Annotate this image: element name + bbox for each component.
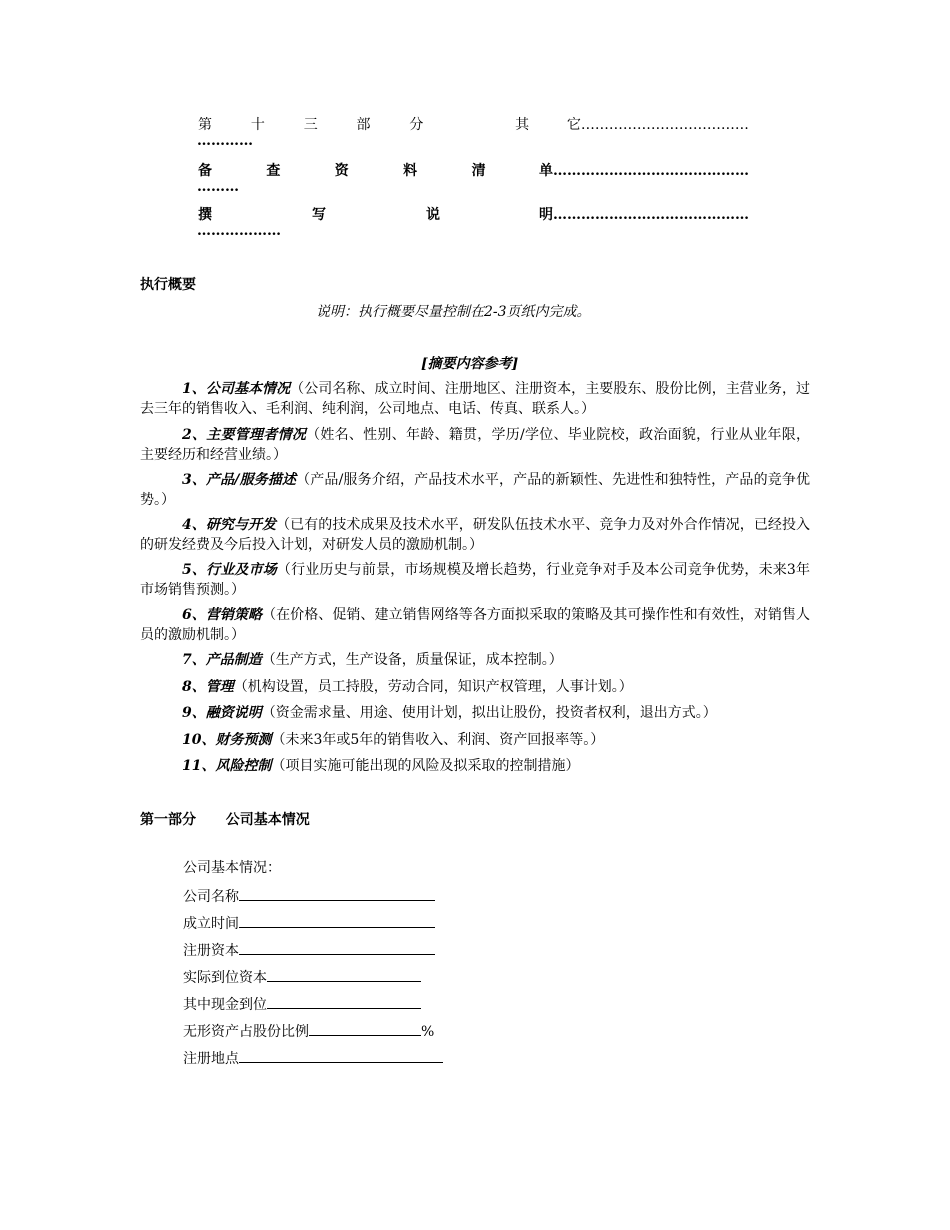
- form-field-registered-capital: [183, 939, 435, 961]
- toc-char: 资: [334, 163, 349, 179]
- toc-char: 撰: [198, 207, 212, 223]
- field-blank[interactable]: [239, 912, 435, 928]
- toc-char: 单: [538, 163, 553, 179]
- toc-entry-part13[interactable]: [197, 114, 749, 152]
- form-field-intangible-ratio: [183, 1020, 434, 1042]
- toc-char: 它: [566, 117, 581, 133]
- summary-item: [140, 470, 810, 510]
- part1-heading-num: 第一部分: [140, 812, 196, 828]
- summary-item-label: 2、主要管理者情况: [182, 427, 307, 443]
- field-label: 成立时间: [183, 916, 239, 932]
- toc-char: 第: [198, 117, 212, 133]
- summary-item-label: 9、融资说明: [182, 705, 262, 721]
- form-field-founded: [183, 912, 435, 934]
- field-label: 公司名称: [183, 889, 239, 905]
- summary-item-text: （未来3年或5年的销售收入、利润、资产回报率等。）: [271, 732, 605, 748]
- field-label: 注册地点: [183, 1051, 239, 1067]
- field-blank[interactable]: [267, 966, 421, 982]
- toc-leader-dots-cont: ………: [197, 180, 239, 195]
- toc-leader-dots: ………………………………: [580, 117, 749, 133]
- summary-note: 说明：执行概要尽量控制在2-3页纸内完成。: [316, 304, 591, 320]
- summary-item-label: 3、产品/服务描述: [182, 472, 297, 488]
- form-field-company-name: [183, 885, 435, 907]
- summary-item-label: 10、财务预测: [182, 732, 272, 748]
- form-intro: 公司基本情况：: [183, 860, 281, 876]
- toc-char: 三: [303, 117, 318, 133]
- summary-item-text: （在价格、促销、建立销售网络等各方面拟采取的策略及其可操作性和有效性，对销售人员的激励机制。）: [140, 607, 811, 643]
- summary-item: [140, 703, 810, 723]
- toc-entry-writing-notes[interactable]: [197, 204, 749, 242]
- summary-item-label: 6、营销策略: [182, 607, 263, 623]
- field-suffix: %: [421, 1024, 435, 1040]
- section-heading-part1: [140, 809, 310, 829]
- summary-item-label: 5、行业及市场: [182, 562, 277, 578]
- field-label: 实际到位资本: [183, 970, 267, 986]
- toc-char: 说: [426, 207, 440, 223]
- summary-item-text: （项目实施可能出现的风险及拟采取的控制措施）: [271, 758, 580, 774]
- toc-char: 查: [266, 163, 281, 179]
- summary-item-label: 11、风险控制: [182, 758, 272, 774]
- toc-leader-dots-cont: ………………: [197, 224, 281, 239]
- summary-item-text: （姓名、性别、年龄、籍贯，学历/学位、毕业院校，政治面貌，行业从业年限，主要经历和经营业绩。）: [140, 427, 810, 463]
- form-field-cash-paid: [183, 993, 421, 1015]
- field-blank[interactable]: [309, 1020, 421, 1036]
- field-label: 无形资产占股份比例: [183, 1024, 309, 1040]
- form-field-paid-capital: [183, 966, 421, 988]
- section-heading-summary: 执行概要: [140, 277, 196, 293]
- summary-item: [140, 425, 810, 465]
- summary-item-text: （资金需求量、用途、使用计划，拟出让股份，投资者权利，退出方式。）: [261, 705, 717, 721]
- summary-item-text: （已有的技术成果及技术水平，研发队伍技术水平、竞争力及对外合作情况，已经投入的研发经费及今后投入计划，对研发人员的激励机制。）: [140, 517, 810, 553]
- toc-char: 清: [471, 163, 486, 179]
- summary-item: [140, 605, 810, 645]
- summary-item: [140, 650, 810, 670]
- field-blank[interactable]: [239, 939, 435, 955]
- toc-leader-dots-cont: …………: [197, 134, 253, 149]
- toc-char: 分: [409, 117, 424, 133]
- summary-ref-title: [摘要内容参考]: [421, 356, 519, 372]
- toc-char: 其: [515, 117, 530, 133]
- toc-char: 明: [539, 207, 553, 223]
- summary-item-text: （公司名称、成立时间、注册地区、注册资本，主要股东、股份比例，主营业务，过去三年的销售收入、毛利润、纯利润，公司地点、电话、传真、联系人。）: [140, 381, 810, 417]
- toc-leader-dots: ……………………………………: [553, 207, 749, 223]
- toc-entry-checklist[interactable]: [197, 160, 749, 198]
- summary-item-label: 4、研究与开发: [182, 517, 277, 533]
- field-label: 其中现金到位: [183, 997, 267, 1013]
- toc-char: 备: [198, 163, 212, 179]
- toc-char: 料: [403, 163, 418, 179]
- field-blank[interactable]: [267, 993, 421, 1009]
- summary-item: [140, 677, 810, 697]
- field-blank[interactable]: [239, 885, 435, 901]
- summary-item: [140, 730, 810, 750]
- summary-item: [140, 379, 810, 419]
- toc-char: 写: [312, 207, 326, 223]
- summary-item-text: （生产方式，生产设备，质量保证，成本控制。）: [261, 652, 563, 668]
- form-field-registered-address: [183, 1047, 443, 1069]
- summary-item-text: （行业历史与前景，市场规模及增长趋势，行业竞争对手及本公司竞争优势，未来3年市场销售预测。）: [140, 562, 811, 598]
- summary-item: [140, 515, 810, 555]
- summary-item-text: （产品/服务介绍，产品技术水平，产品的新颖性、先进性和独特性，产品的竞争优势。）: [140, 472, 810, 508]
- summary-item: [140, 560, 810, 600]
- field-blank[interactable]: [239, 1047, 443, 1063]
- summary-item-label: 1、公司基本情况: [182, 381, 291, 397]
- field-label: 注册资本: [183, 943, 239, 959]
- summary-item: [140, 756, 810, 776]
- part1-heading-title: 公司基本情况: [225, 812, 310, 828]
- toc-char: 部: [356, 117, 371, 133]
- summary-item-label: 7、产品制造: [182, 652, 262, 668]
- summary-item-label: 8、管理: [182, 679, 234, 695]
- summary-item-text: （机构设置，员工持股，劳动合同，知识产权管理，人事计划。）: [233, 679, 633, 695]
- toc-char: 十: [250, 117, 265, 133]
- toc-leader-dots: ……………………………………: [552, 163, 749, 179]
